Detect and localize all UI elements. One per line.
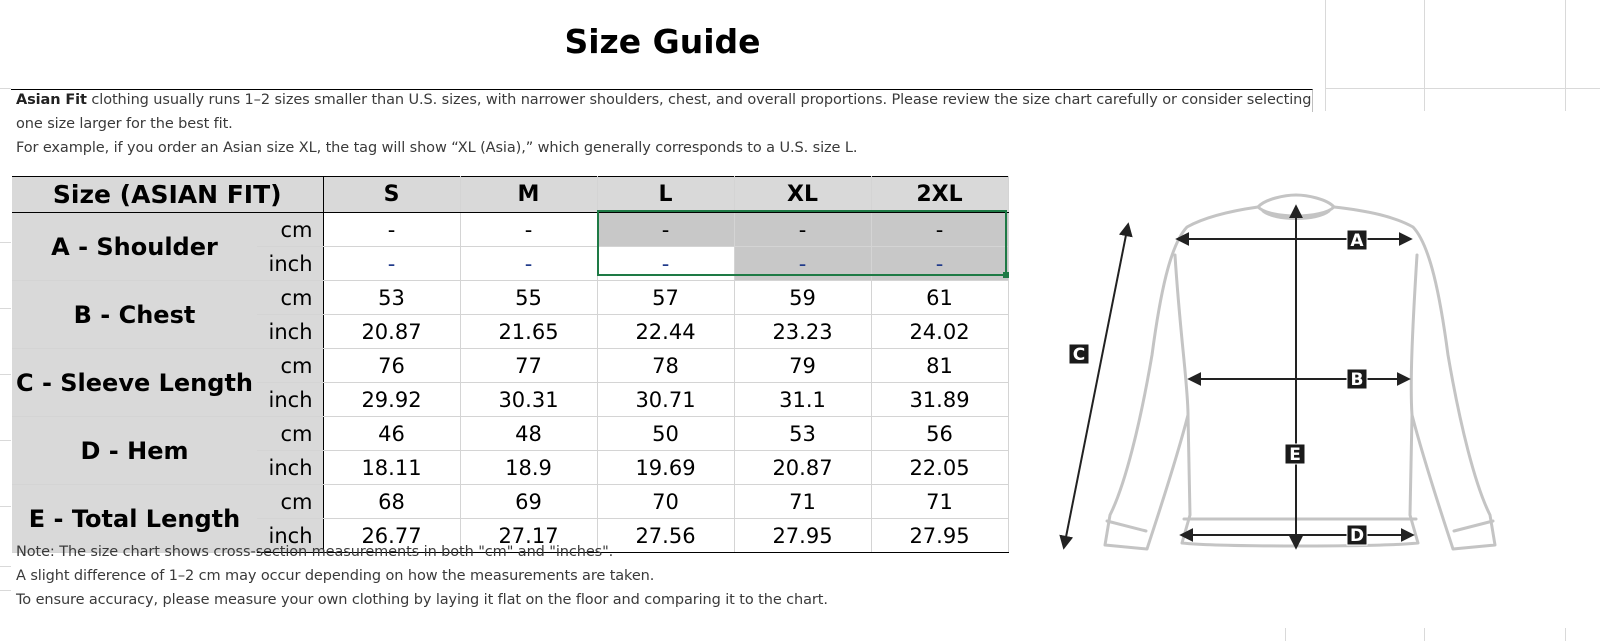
row-label-sleeve-length: C - Sleeve Length [12,349,257,417]
intro-line-1 [16,92,1311,108]
table-cell[interactable]: 76 [323,349,460,383]
size-col-m[interactable]: M [460,177,597,213]
table-cell[interactable]: 78 [597,349,734,383]
intro-line-3: For example, if you order an Asian size XL, the tag will show “XL (Asia),” which generally corresponds to a U.S. size L. [16,140,858,156]
table-cell[interactable]: 19.69 [597,451,734,485]
intro-bold-lead: Asian Fit [16,92,87,108]
table-row [12,281,1008,315]
unit-cm: cm [257,349,323,383]
table-cell[interactable]: 22.05 [871,451,1008,485]
measure-label-b [1347,369,1367,390]
measure-label-c [1069,344,1089,365]
table-cell[interactable]: 69 [460,485,597,519]
size-col-xl[interactable]: XL [734,177,871,213]
table-cell[interactable]: 48 [460,417,597,451]
measure-label-a [1347,230,1367,251]
measure-label-e-text: E [1289,445,1301,465]
table-cell[interactable]: - [734,213,871,247]
row-label-hem: D - Hem [12,417,257,485]
table-cell[interactable]: - [460,247,597,281]
table-cell[interactable]: 27.95 [734,519,871,553]
table-cell[interactable]: 18.9 [460,451,597,485]
table-cell[interactable]: 59 [734,281,871,315]
table-cell[interactable]: - [323,247,460,281]
table-cell[interactable]: 29.92 [323,383,460,417]
measure-label-d [1347,525,1367,546]
table-cell[interactable]: 24.02 [871,315,1008,349]
table-cell[interactable]: 61 [871,281,1008,315]
note-line-3: To ensure accuracy, please measure your own clothing by laying it flat on the floor and comparing it to the chart. [16,592,828,608]
table-cell[interactable]: - [323,213,460,247]
table-cell[interactable]: 57 [597,281,734,315]
table-row [12,417,1008,451]
intro-line-2: one size larger for the best fit. [16,116,233,132]
sweatshirt-diagram [1050,185,1570,565]
table-cell[interactable]: 27.56 [597,519,734,553]
table-cell[interactable]: - [871,213,1008,247]
table-row [12,213,1008,247]
row-label-chest: B - Chest [12,281,257,349]
table-cell[interactable]: 20.87 [323,315,460,349]
unit-inch: inch [257,383,323,417]
table-cell[interactable]: 70 [597,485,734,519]
table-cell[interactable]: - [460,213,597,247]
table-cell[interactable]: 77 [460,349,597,383]
table-cell[interactable]: 50 [597,417,734,451]
table-cell[interactable]: - [597,247,734,281]
table-cell[interactable]: 71 [734,485,871,519]
table-cell[interactable]: 23.23 [734,315,871,349]
measure-label-e [1285,444,1305,465]
row-label-total-length: E - Total Length [12,485,257,553]
table-cell[interactable]: 18.11 [323,451,460,485]
table-cell[interactable]: 31.89 [871,383,1008,417]
unit-inch: inch [257,247,323,281]
table-cell[interactable]: 27.95 [871,519,1008,553]
measure-label-d-text: D [1349,526,1365,546]
table-cell[interactable]: 22.44 [597,315,734,349]
table-cell[interactable]: 20.87 [734,451,871,485]
note-line-2: A slight difference of 1–2 cm may occur depending on how the measurements are taken. [16,568,655,584]
size-header-row [12,177,1008,213]
unit-inch: inch [257,519,323,553]
table-cell[interactable]: 55 [460,281,597,315]
unit-cm: cm [257,213,323,247]
unit-cm: cm [257,485,323,519]
size-col-s[interactable]: S [323,177,460,213]
fill-handle[interactable] [1003,272,1009,278]
table-cell[interactable]: 27.17 [460,519,597,553]
unit-inch: inch [257,451,323,485]
table-cell[interactable]: 26.77 [323,519,460,553]
size-col-l[interactable]: L [597,177,734,213]
table-cell[interactable]: 81 [871,349,1008,383]
table-cell[interactable]: 56 [871,417,1008,451]
sweatshirt-outline [1105,195,1495,549]
table-cell[interactable]: - [597,213,734,247]
size-header-label: Size (ASIAN FIT) [12,177,323,213]
size-col-2xl[interactable]: 2XL [871,177,1008,213]
table-cell[interactable]: - [734,247,871,281]
measure-label-b-text: B [1350,370,1364,390]
unit-cm: cm [257,417,323,451]
table-cell[interactable]: 46 [323,417,460,451]
measure-label-c-text: C [1072,345,1086,365]
table-row [12,485,1008,519]
table-cell[interactable]: - [871,247,1008,281]
size-table [12,176,1009,553]
table-cell[interactable]: 53 [323,281,460,315]
table-cell[interactable]: 31.1 [734,383,871,417]
note-line-1: Note: The size chart shows cross-section measurements in both "cm" and "inches". [16,544,614,560]
table-cell[interactable]: 21.65 [460,315,597,349]
table-row [12,349,1008,383]
unit-inch: inch [257,315,323,349]
table-cell[interactable]: 68 [323,485,460,519]
table-cell[interactable]: 71 [871,485,1008,519]
table-cell[interactable]: 30.31 [460,383,597,417]
table-cell[interactable]: 79 [734,349,871,383]
page-title: Size Guide [564,22,761,61]
table-cell[interactable]: 53 [734,417,871,451]
intro-line-1-rest: clothing usually runs 1–2 sizes smaller than U.S. sizes, with narrower shoulders, chest, and overall proportions. Please review the size chart carefully or consider selecting [86,92,1312,108]
measure-label-a-text: A [1350,231,1364,251]
table-cell[interactable]: 30.71 [597,383,734,417]
row-label-shoulder: A - Shoulder [12,213,257,281]
unit-cm: cm [257,281,323,315]
